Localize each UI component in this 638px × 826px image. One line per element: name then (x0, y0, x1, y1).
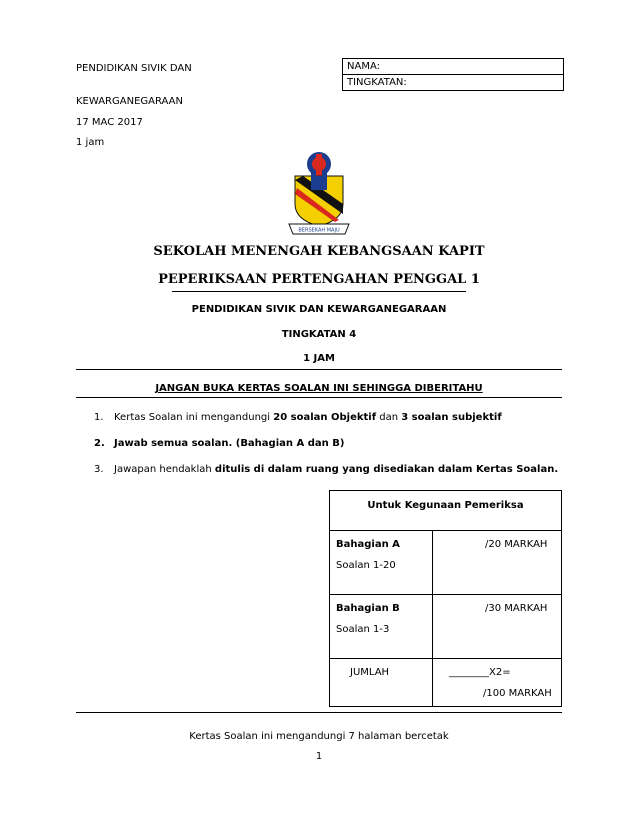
total-label: JUMLAH (350, 667, 390, 678)
section-divider (76, 369, 562, 370)
warning-text: JANGAN BUKA KERTAS SOALAN INI SEHINGGA DIBERITAHU (155, 383, 483, 394)
instruction-1: 1. Kertas Soalan ini mengandungi 20 soalan Objektif dan 3 soalan subjektif (94, 412, 502, 423)
exam-title: PEPERIKSAAN PERTENGAHAN PENGGAL 1 (158, 272, 480, 287)
section-a-questions: Soalan 1-20 (336, 560, 396, 571)
page-number: 1 (315, 751, 323, 762)
form-field[interactable]: TINGKATAN: (343, 74, 563, 90)
examiner-marks-table (329, 490, 562, 707)
title-underline (172, 291, 466, 292)
table-row (330, 659, 562, 707)
instruction-2: 2. Jawab semua soalan. (Bahagian A dan B) (94, 438, 345, 449)
total-marks: /100 MARKAH (483, 688, 552, 699)
examiner-table-header: Untuk Kegunaan Pemeriksa (330, 491, 562, 531)
table-row (330, 531, 562, 595)
section-a-marks[interactable]: /20 MARKAH (485, 539, 548, 550)
instruction-3: 3. Jawapan hendaklah ditulis di dalam ruang yang disediakan dalam Kertas Soalan. (94, 464, 559, 475)
total-formula[interactable]: ________X2= (449, 667, 511, 678)
name-field[interactable]: NAMA: (347, 61, 380, 72)
section-b-marks[interactable]: /30 MARKAH (485, 603, 548, 614)
warning-divider (76, 397, 562, 398)
crest-ribbon-text: BERSEKAH MAJU (298, 227, 340, 234)
section-a-label: Bahagian A (336, 539, 400, 550)
school-crest-logo (283, 150, 355, 236)
footer-note: Kertas Soalan ini mengandungi 7 halaman bercetak (189, 731, 449, 742)
exam-duration: 1 jam (76, 137, 105, 148)
school-name: SEKOLAH MENENGAH KEBANGSAAN KAPIT (153, 244, 485, 259)
table-row (330, 595, 562, 659)
subject-line-2: KEWARGANEGARAAN (76, 96, 183, 107)
student-info-box (342, 58, 564, 91)
section-b-questions: Soalan 1-3 (336, 624, 390, 635)
footer-divider (76, 712, 562, 713)
subject-title: PENDIDIKAN SIVIK DAN KEWARGANEGARAAN (191, 304, 447, 315)
section-b-label: Bahagian B (336, 603, 400, 614)
subject-line-1: PENDIDIKAN SIVIK DAN (76, 63, 192, 74)
form-title: TINGKATAN 4 (281, 329, 357, 340)
time-title: 1 JAM (303, 353, 335, 364)
exam-date: 17 MAC 2017 (76, 117, 143, 128)
